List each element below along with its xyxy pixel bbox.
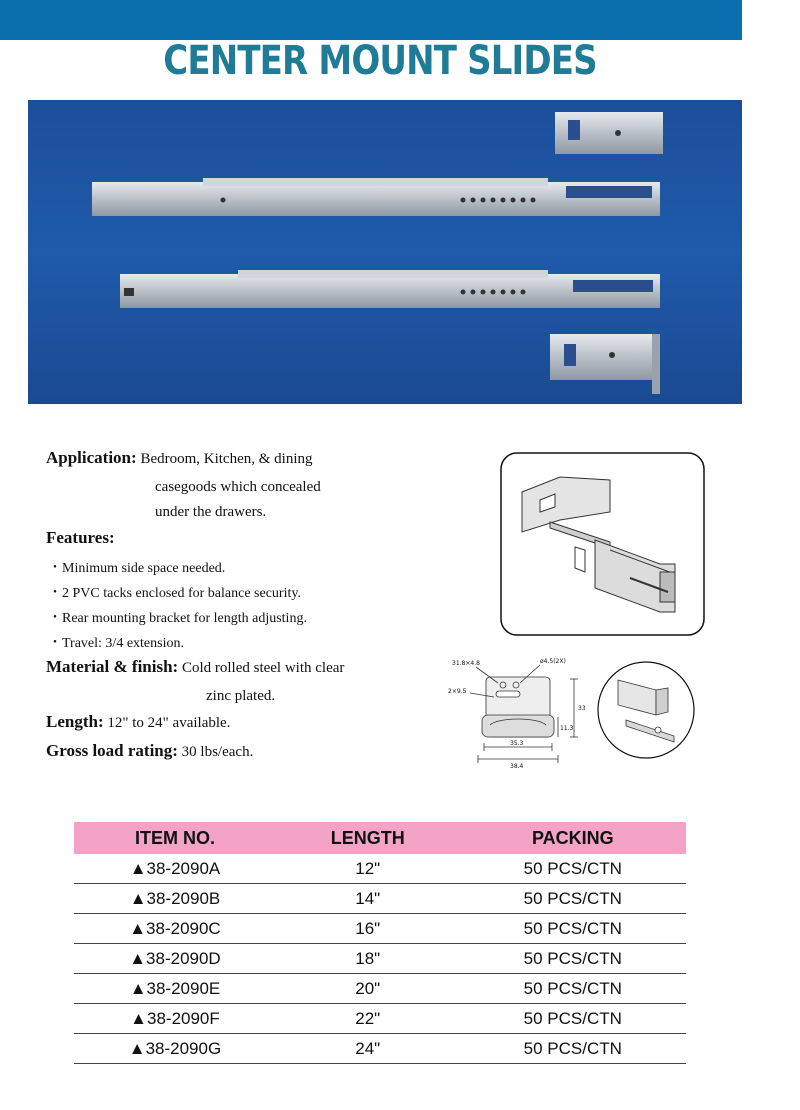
length-value: 12" to 24" available. (107, 715, 231, 731)
table-row (74, 1004, 686, 1034)
dim-label: ø4.5(2X) (540, 658, 566, 665)
item-number-cell: ▲38-2090D (74, 944, 276, 974)
table-header-row (74, 822, 686, 854)
column-header-item: ITEM NO. (74, 822, 276, 854)
table-row (74, 974, 686, 1004)
load-value: 30 lbs/each. (181, 744, 254, 760)
dim-label: 33 (578, 705, 586, 712)
rear-bracket-top (555, 112, 663, 154)
feature-item: ・Minimum side space needed. (48, 561, 226, 576)
feature-item: ・Travel: 3/4 extension. (48, 636, 184, 651)
item-number-cell: ▲38-2090G (74, 1034, 276, 1064)
feature-item: ・2 PVC tacks enclosed for balance security. (48, 586, 301, 601)
length-cell: 14" (276, 884, 460, 914)
column-header-length: LENGTH (276, 822, 460, 854)
load-label: Gross load rating: (46, 741, 178, 760)
table-row (74, 944, 686, 974)
length-cell: 12" (276, 854, 460, 884)
features-heading (46, 528, 115, 549)
dim-label: 35.3 (510, 740, 524, 747)
feature-text: 2 PVC tacks enclosed for balance security. (62, 586, 301, 601)
packing-cell: 50 PCS/CTN (460, 914, 686, 944)
table-row (74, 914, 686, 944)
application-row (46, 448, 313, 469)
item-number-cell: ▲38-2090A (74, 854, 276, 884)
slide-bottom (120, 270, 660, 308)
slides-illustration (28, 100, 742, 404)
dim-label: 38.4 (510, 763, 524, 770)
feature-text: Travel: 3/4 extension. (62, 636, 184, 651)
features-label: Features: (46, 528, 115, 547)
item-table (74, 822, 686, 1064)
application-line-1: Bedroom, Kitchen, & dining (140, 451, 313, 467)
item-number-cell: ▲38-2090B (74, 884, 276, 914)
material-label: Material & finish: (46, 657, 179, 676)
length-cell: 16" (276, 914, 460, 944)
feature-text: Rear mounting bracket for length adjusting. (62, 611, 307, 626)
page-title: CENTER MOUNT SLIDES (163, 38, 597, 84)
feature-item: ・Rear mounting bracket for length adjusting. (48, 611, 307, 626)
packing-cell: 50 PCS/CTN (460, 974, 686, 1004)
packing-cell: 50 PCS/CTN (460, 1034, 686, 1064)
item-number-cell: ▲38-2090C (74, 914, 276, 944)
feature-text: Minimum side space needed. (62, 561, 226, 576)
bracket-dimension-drawing (448, 655, 593, 770)
top-banner (0, 0, 742, 40)
rear-bracket-bottom (550, 334, 660, 394)
length-label: Length: (46, 712, 104, 731)
table-row (74, 884, 686, 914)
material-line-1: Cold rolled steel with clear (181, 660, 345, 676)
load-row (46, 741, 253, 762)
length-row (46, 712, 230, 733)
dim-label: 2×9.5 (448, 688, 467, 695)
packing-cell: 50 PCS/CTN (460, 884, 686, 914)
application-label: Application: (46, 448, 137, 467)
packing-cell: 50 PCS/CTN (460, 854, 686, 884)
item-number-cell: ▲38-2090F (74, 1004, 276, 1034)
dim-label: 31.8×4.8 (452, 660, 480, 667)
application-line-3: under the drawers. (155, 504, 267, 520)
table-row (74, 854, 686, 884)
length-cell: 18" (276, 944, 460, 974)
column-header-packing: PACKING (460, 822, 686, 854)
product-photo (28, 100, 742, 404)
application-line-2: casegoods which concealed (155, 479, 321, 495)
table-row (74, 1034, 686, 1064)
packing-cell: 50 PCS/CTN (460, 1004, 686, 1034)
detail-circle-drawing (596, 660, 696, 760)
slide-top (92, 178, 660, 216)
length-cell: 20" (276, 974, 460, 1004)
dim-label: 11.3 (560, 725, 574, 732)
material-row (46, 657, 344, 678)
packing-cell: 50 PCS/CTN (460, 944, 686, 974)
length-cell: 24" (276, 1034, 460, 1064)
installation-drawing (500, 452, 705, 636)
material-line-2: zinc plated. (206, 688, 276, 704)
item-number-cell: ▲38-2090E (74, 974, 276, 1004)
length-cell: 22" (276, 1004, 460, 1034)
